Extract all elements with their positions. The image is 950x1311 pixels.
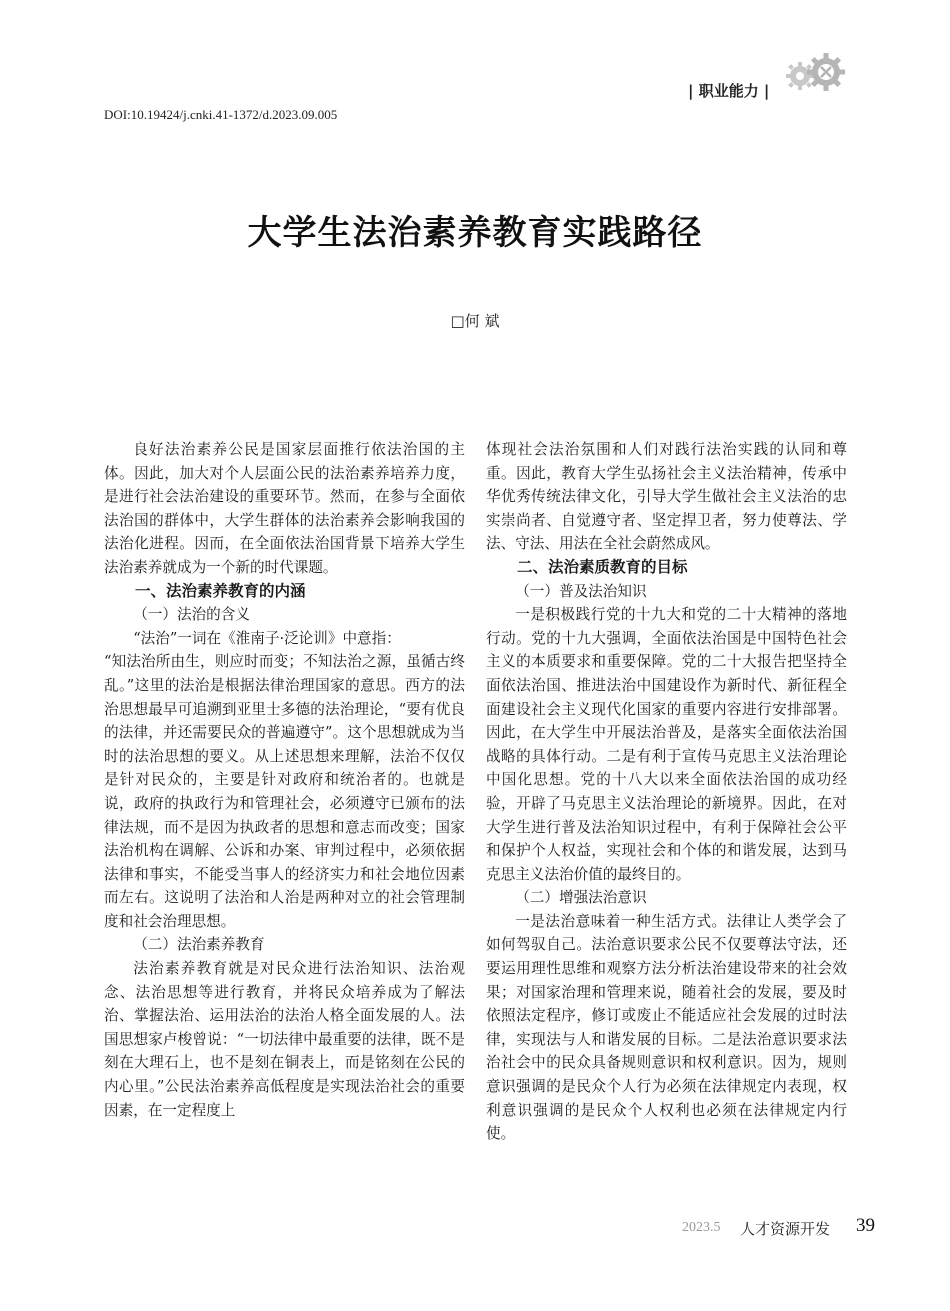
section-tag: | 职业能力 | <box>688 82 770 100</box>
section-heading: 一、法治素养教育的内涵 <box>135 581 306 600</box>
paragraph: 一是积极践行党的十九大和党的二十大精神的落地行动。党的十九大强调，全面依法治国是中国特色社会主义的本质要求和重要保障。党的二十大报告把坚持全面依法治国、推进法治中国建设作为新时代、新征程全面建设社会主义现代化国家的重要内容进行安排部署。因此，在大学生中开展法治普及，是落实全面依法治国战略的具体行动。二是有利于宣传马克思主义法治理论中国化思想。党的十八大以来全面依法治国的成功经验，开辟了马克思主义法治理论的新境界。因此，在对大学生进行普及法治知识过程中，有利于保障社会公平和保护个人权益，实现社会和个体的和谐发展，达到马克思主义法治价值的最终目的。 <box>486 606 847 883</box>
subsection-heading: （一）普及法治知识 <box>515 582 647 600</box>
right-column <box>486 438 847 1146</box>
article-author: □何 斌 <box>450 312 500 330</box>
paragraph: 法治素养教育就是对民众进行法治知识、法治观念、法治思想等进行教育，并将民众培养成为了解法治、掌握法治、运用法治的法治人格全面发展的人。法国思想家卢梭曾说：“一切法律中最重要的法律，既不是刻在大理石上，也不是刻在铜表上，而是铭刻在公民的内心里。”公民法治素养高低程度是实现法治社会的重要因素，在一定程度上 <box>104 960 465 1119</box>
doi-text: DOI:10.19424/j.cnki.41-1372/d.2023.09.005 <box>104 107 338 122</box>
section-heading: 二、法治素质教育的目标 <box>517 557 688 576</box>
article-title: 大学生法治素养教育实践路径 <box>247 213 703 253</box>
page-number: 39 <box>856 1215 875 1236</box>
gears-icon <box>784 52 848 98</box>
subsection-heading: （一）法治的含义 <box>133 606 250 624</box>
paragraph: 一是法治意味着一种生活方式。法律让人类学会了如何驾驭自己。法治意识要求公民不仅要尊法守法，还要运用理性思维和观察方法分析法治建设带来的社会效果；对国家治理和管理来说，随着社会的发展，要及时依照法定程序，修订或废止不能适应社会发展的过时法律，实现法与人和谐发展的目标。二是法治意识要求法治社会中的民众具备规则意识和权利意识。因为，规则意识强调的是民众个人行为必须在法律规定内表现，权利意识强调的是民众个人权利也必须在法律规定内行使。 <box>486 912 847 1143</box>
issue-date: 2023.5 <box>682 1220 721 1235</box>
paragraph: “知法治所由生，则应时而变；不知法治之源，虽循古终乱。”这里的法治是根据法律治理国家的意思。西方的法治思想最早可追溯到亚里士多德的法治理论，“要有优良的法律，并还需要民众的普遍遵守”。这个思想就成为当时的法治思想的要义。从上述思想来理解，法治不仅仅是针对民众的，主要是针对政府和统治者的。也就是说，政府的执政行为和管理社会，必须遵守已颁布的法律法规，而不是因为执政者的思想和意志而改变；国家法治机构在调解、公诉和办案、审判过程中，必须依据法律和事实，不能受当事人的经济实力和社会地位因素而左右。这说明了法治和人治是两种对立的社会管理制度和社会治理思想。 <box>104 653 465 930</box>
left-column <box>104 438 465 1122</box>
paragraph: 良好法治素养公民是国家层面推行依法治国的主体。因此，加大对个人层面公民的法治素养培养力度，是进行社会法治建设的重要环节。然而，在参与全面依法治国的群体中，大学生群体的法治素养会影响我国的法治化进程。因而，在全面依法治国背景下培养大学生法治素养就成为一个新的时代课题。 <box>104 441 465 576</box>
paragraph: 体现社会法治氛围和人们对践行法治实践的认同和尊重。因此，教育大学生弘扬社会主义法治精神，传承中华优秀传统法律文化，引导大学生做社会主义法治的忠实崇尚者、自觉遵守者、坚定捍卫者，努力使尊法、学法、守法、用法在全社会蔚然成风。 <box>486 441 847 553</box>
journal-name: 人才资源开发 <box>740 1220 831 1238</box>
subsection-heading: （二）法治素养教育 <box>133 936 265 954</box>
subsection-heading: （二）增强法治意识 <box>515 889 647 907</box>
paragraph: “法治”一词在《淮南子·泛论训》中意指： <box>133 629 401 647</box>
